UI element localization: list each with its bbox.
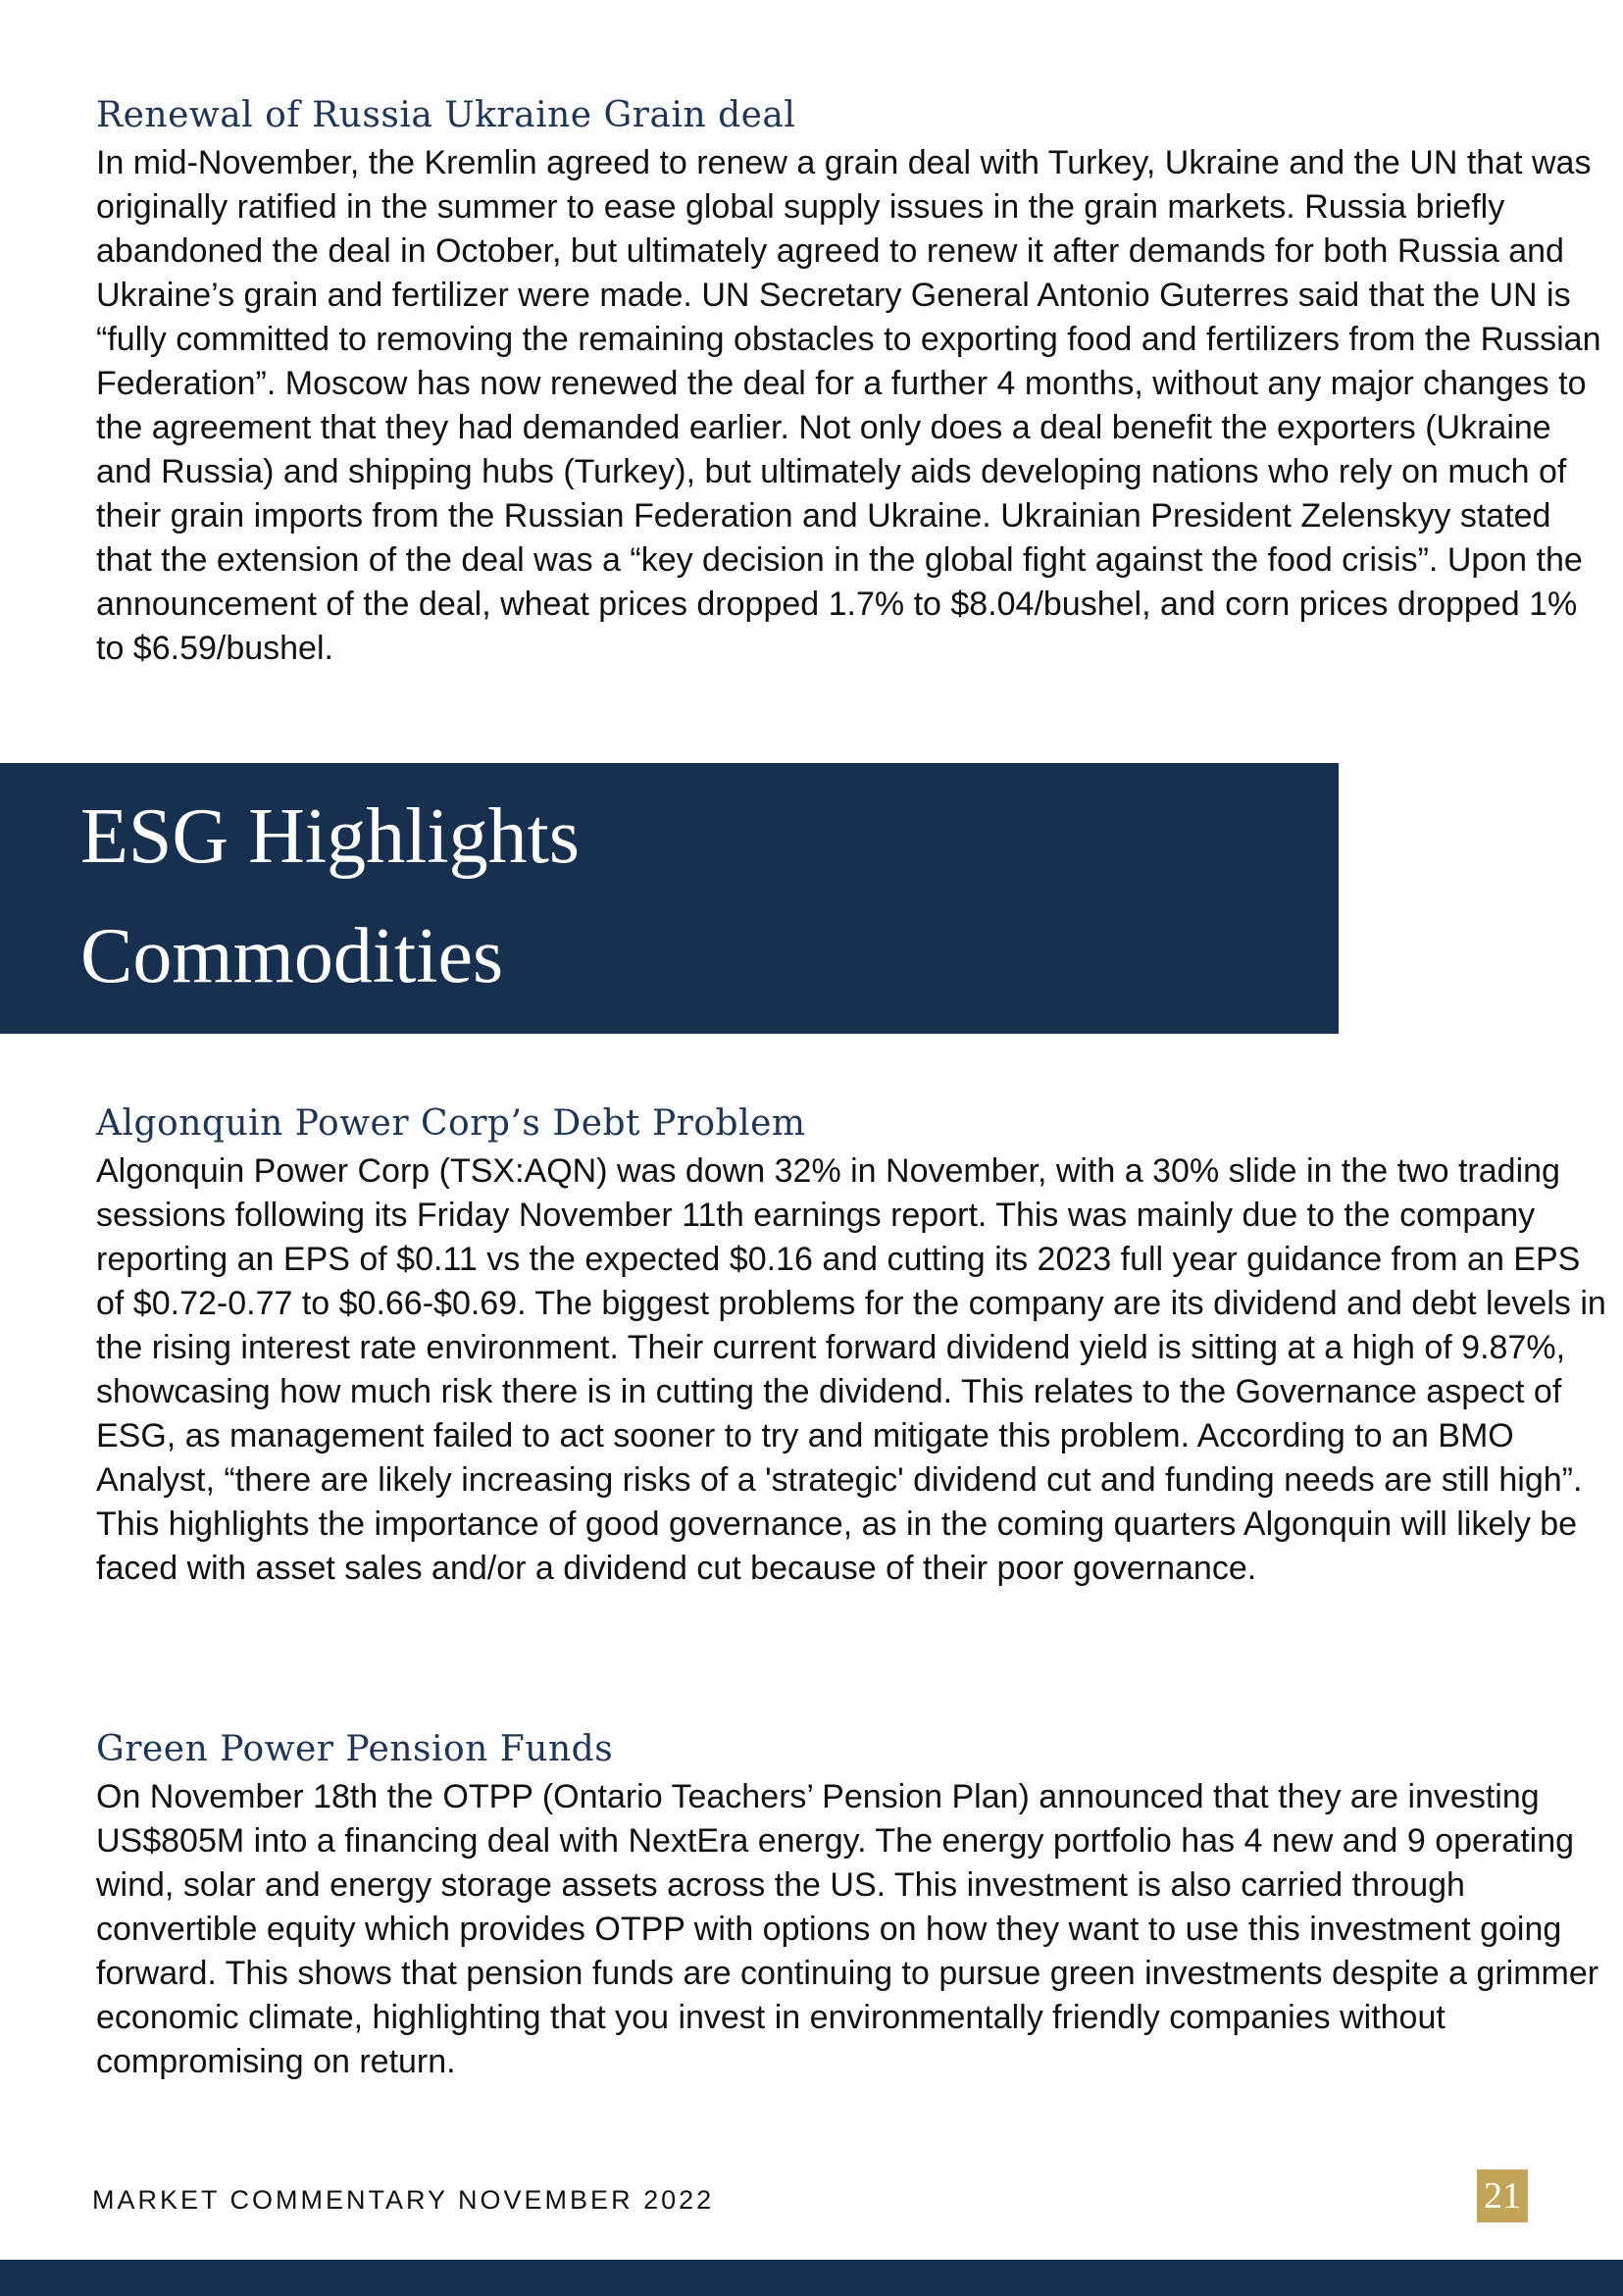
footer-bar	[0, 2260, 1623, 2296]
section-grain-deal	[96, 94, 1606, 671]
section-body: On November 18th the OTPP (Ontario Teachers’ Pension Plan) announced that they are investing US$805M into a financing deal with NextEra energy. The energy portfolio has 4 new and 9 operating wind, solar and energy storage assets across the US. This investment is also carried through convertible equity which provides OTPP with options on how they want to use this investment going forward. This shows that pension funds are continuing to pursue green investments despite a grimmer economic climate, highlighting that you invest in environmentally friendly companies without compromising on return.	[96, 1778, 1599, 2080]
footer-title: MARKET COMMENTARY NOVEMBER 2022	[92, 2185, 715, 2215]
banner-title: ESG Highlights	[80, 793, 580, 880]
section-body: Algonquin Power Corp (TSX:AQN) was down 32% in November, with a 30% slide in the two trading sessions following its Friday November 11th earnings report. This was mainly due to the company reporting an EPS of $0.11 vs the expected $0.16 and cutting its 2023 full year guidance from an EPS of $0.72-0.77 to $0.66-$0.69. The biggest problems for the company are its dividend and debt levels in the rising interest rate environment. Their current forward dividend yield is sitting at a high of 9.87%, showcasing how much risk there is in cutting the dividend. This relates to the Governance aspect of ESG, as management failed to act sooner to try and mitigate this problem. According to an BMO Analyst, “there are likely increasing risks of a 'strategic' dividend cut and funding needs are still high”. This highlights the importance of good governance, as in the coming quarters Algonquin will likely be faced with asset sales and/or a dividend cut because of their poor governance.	[96, 1152, 1606, 1587]
page-number-badge: 21	[1477, 2169, 1528, 2222]
esg-banner	[0, 763, 1339, 1034]
section-heading: Renewal of Russia Ukraine Grain deal	[96, 95, 796, 135]
section-heading: Algonquin Power Corp’s Debt Problem	[96, 1103, 806, 1144]
banner-subtitle: Commodities	[80, 913, 504, 999]
section-body: In mid-November, the Kremlin agreed to renew a grain deal with Turkey, Ukraine and the UN that was originally ratified in the summer to ease global supply issues in the grain markets. Russia briefly abandoned the deal in October, but ultimately agreed to renew it after demands for both Russia and Ukraine’s grain and fertilizer were made. UN Secretary General Antonio Guterres said that the UN is “fully committed to removing the remaining obstacles to exporting food and fertilizers from the Russian Federation”. Moscow has now renewed the deal for a further 4 months, without any major changes to the agreement that they had demanded earlier. Not only does a deal benefit the exporters (Ukraine and Russia) and shipping hubs (Turkey), but ultimately aids developing nations who rely on much of their grain imports from the Russian Federation and Ukraine. Ukrainian President Zelenskyy stated that the extension of the deal was a “key decision in the global fight against the food crisis”. Upon the announcement of the deal, wheat prices dropped 1.7% to $8.04/bushel, and corn prices dropped 1% to $6.59/bushel.	[96, 144, 1601, 667]
section-algonquin	[96, 1102, 1606, 1591]
section-heading: Green Power Pension Funds	[96, 1729, 614, 1769]
section-pension-funds	[96, 1728, 1606, 2084]
